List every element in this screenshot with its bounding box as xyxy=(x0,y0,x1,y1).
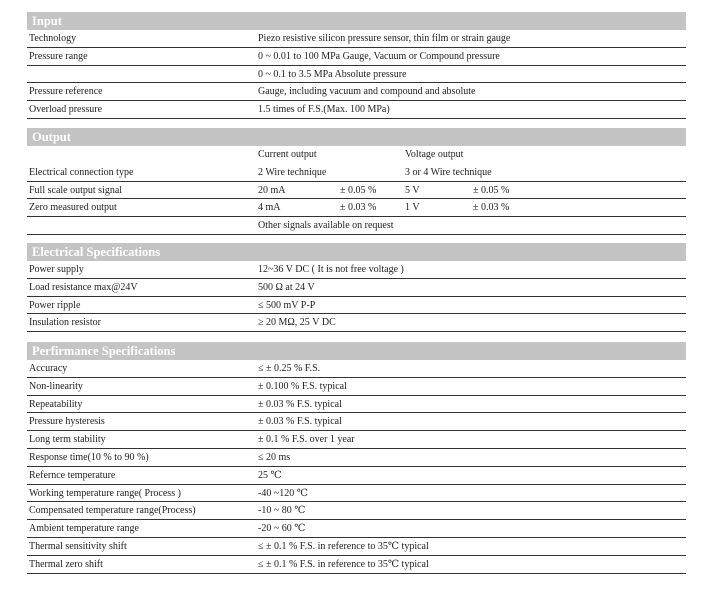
row-label: Repeatability xyxy=(29,398,83,410)
table-row xyxy=(27,538,686,556)
row-label: Working temperature range( Process ) xyxy=(29,487,181,499)
table-row xyxy=(27,297,686,315)
row-label: Ambient temperature range xyxy=(29,523,139,535)
row-value: -40 ~120 ℃ xyxy=(258,487,308,499)
performance-section xyxy=(27,342,686,574)
row-label: Long term stability xyxy=(29,434,106,446)
row-value: 12~36 V DC ( It is not free voltage ) xyxy=(258,264,404,275)
voltage-value: 5 V xyxy=(405,184,420,196)
column-header-current: Current output xyxy=(258,149,317,160)
table-row xyxy=(27,413,686,431)
voltage-tolerance: ± 0.05 % xyxy=(473,184,510,196)
table-row xyxy=(27,485,686,503)
table-row xyxy=(27,360,686,378)
section-header-electrical: Electrical Specifications xyxy=(27,243,686,261)
row-value: 0 ~ 0.1 to 3.5 MPa Absolute pressure xyxy=(258,68,407,80)
table-row xyxy=(27,48,686,66)
row-value: -10 ~ 80 ℃ xyxy=(258,505,306,517)
row-label: Overload pressure xyxy=(29,104,103,116)
table-row xyxy=(27,146,686,164)
row-label: Compensated temperature range(Process) xyxy=(29,505,196,517)
row-value: Gauge, including vacuum and compound and absolute xyxy=(258,86,476,98)
current-value: 4 mA xyxy=(258,202,281,214)
table-row xyxy=(27,182,686,200)
row-label: Pressure range xyxy=(29,50,88,62)
table-row xyxy=(27,30,686,48)
row-value: ≤ ± 0.1 % F.S. in reference to 35℃ typical xyxy=(258,558,429,570)
row-value: 1.5 times of F.S.(Max. 100 MPa) xyxy=(258,104,390,116)
row-value: ≤ 500 mV P-P xyxy=(258,299,316,311)
row-value: ± 0.100 % F.S. typical xyxy=(258,380,347,392)
column-header-voltage: Voltage output xyxy=(405,149,464,160)
section-header-input: Input xyxy=(27,12,686,30)
row-label: Technology xyxy=(29,33,77,44)
row-label: Response time(10 % to 90 %) xyxy=(29,451,149,463)
row-value: ± 0.03 % F.S. typical xyxy=(258,398,342,410)
voltage-value: 1 V xyxy=(405,202,420,214)
output-note: Other signals available on request xyxy=(258,220,394,232)
row-label: Full scale output signal xyxy=(29,184,123,196)
section-header-output: Output xyxy=(27,128,686,146)
table-row xyxy=(27,66,686,84)
section-header-performance: Perfirmance Specifications xyxy=(27,342,686,360)
row-label: Refernce temperature xyxy=(29,469,116,481)
row-value: Piezo resistive silicon pressure sensor, thin film or strain gauge xyxy=(258,33,511,44)
table-row xyxy=(27,431,686,449)
current-tolerance: ± 0.05 % xyxy=(340,184,377,196)
row-label: Insulation resistor xyxy=(29,317,101,329)
row-label: Non-linearity xyxy=(29,380,83,392)
row-label: Power supply xyxy=(29,264,84,275)
row-value: ≤ ± 0.25 % F.S. xyxy=(258,363,321,374)
row-label: Pressure hysteresis xyxy=(29,416,105,428)
table-row xyxy=(27,396,686,414)
table-row xyxy=(27,101,686,119)
table-row xyxy=(27,217,686,235)
table-row xyxy=(27,83,686,101)
row-label: Pressure reference xyxy=(29,86,103,98)
table-row xyxy=(27,279,686,297)
row-value: -20 ~ 60 ℃ xyxy=(258,523,306,535)
row-label: Power ripple xyxy=(29,299,81,311)
table-row xyxy=(27,449,686,467)
table-row xyxy=(27,502,686,520)
row-value: ± 0.03 % F.S. typical xyxy=(258,416,342,428)
table-row xyxy=(27,164,686,182)
voltage-value: 3 or 4 Wire technique xyxy=(405,166,492,178)
table-row xyxy=(27,520,686,538)
row-label: Electrical connection type xyxy=(29,166,134,178)
current-value: 2 Wire technique xyxy=(258,166,327,178)
electrical-section xyxy=(27,243,686,332)
row-value: ≥ 20 MΩ, 25 V DC xyxy=(258,317,336,329)
row-value: 0 ~ 0.01 to 100 MPa Gauge, Vacuum or Compound pressure xyxy=(258,50,500,62)
row-label: Thermal zero shift xyxy=(29,558,103,570)
table-row xyxy=(27,467,686,485)
table-row xyxy=(27,556,686,574)
input-section xyxy=(27,12,686,119)
table-row xyxy=(27,199,686,217)
table-row xyxy=(27,378,686,396)
row-value: 500 Ω at 24 V xyxy=(258,281,315,293)
row-value: 25 ℃ xyxy=(258,469,282,481)
row-value: ≤ 20 ms xyxy=(258,451,291,463)
table-row xyxy=(27,314,686,332)
row-value: ± 0.1 % F.S. over 1 year xyxy=(258,434,355,446)
table-row xyxy=(27,261,686,279)
row-label: Load resistance max@24V xyxy=(29,281,138,293)
current-tolerance: ± 0.03 % xyxy=(340,202,377,214)
output-section xyxy=(27,128,686,235)
row-label: Accuracy xyxy=(29,363,68,374)
current-value: 20 mA xyxy=(258,184,286,196)
voltage-tolerance: ± 0.03 % xyxy=(473,202,510,214)
row-value: ≤ ± 0.1 % F.S. in reference to 35℃ typical xyxy=(258,540,429,552)
row-label: Thermal sensitivity shift xyxy=(29,540,127,552)
row-label: Zero measured output xyxy=(29,202,117,214)
